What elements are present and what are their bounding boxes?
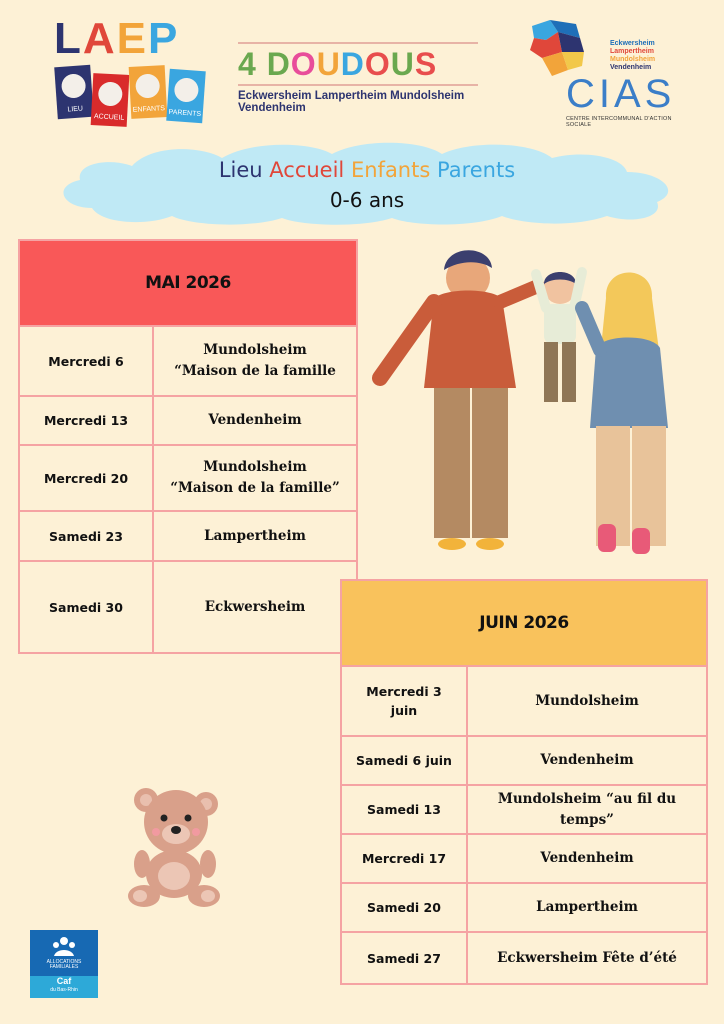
table-row	[342, 835, 706, 884]
cias-name: CIAS	[566, 72, 676, 116]
caf-org: ALLOCATIONS FAMILIALES	[30, 930, 98, 976]
table-row	[342, 884, 706, 933]
place-cell: Mundolsheim “Maison de la famille	[174, 342, 336, 379]
doudous-title: 4 DOUDOUS	[238, 46, 438, 82]
doudous-letter: O	[290, 46, 317, 82]
divider	[238, 84, 478, 86]
doudous-towns: Eckwersheim Lampertheim Mundolsheim Vendenheim	[238, 90, 465, 114]
table-row	[342, 667, 706, 737]
doudous-letter: U	[390, 46, 415, 82]
date-cell: Mercredi 13	[20, 397, 154, 444]
date-cell: Mercredi 6	[20, 327, 154, 395]
place-cell: Mundolsheim “au fil du temps”	[497, 790, 677, 828]
place-cell: Mundolsheim “Maison de la famille”	[170, 459, 340, 496]
doudous-letter: U	[316, 46, 341, 82]
rabbit-icon	[174, 77, 200, 103]
laep-tile-enfants: ENFANTS	[129, 65, 168, 119]
place-cell: Lampertheim	[536, 899, 638, 915]
age-range: 0-6 ans	[329, 188, 405, 212]
caf-name-band: Caf du Bas-Rhin	[30, 976, 98, 998]
month-header: JUIN 2026	[342, 581, 706, 667]
laep-letter: P	[148, 14, 180, 63]
bear-icon	[61, 73, 87, 99]
laep-letter: A	[82, 14, 117, 63]
place-cell: Eckwersheim Fête d’été	[497, 949, 677, 966]
laep-tile-parents: PARENTS	[166, 69, 206, 123]
page-title: Lieu Accueil Enfants Parents	[218, 158, 516, 182]
table-row	[342, 933, 706, 983]
month-header: MAI 2026	[20, 241, 356, 327]
laep-word	[54, 14, 179, 64]
date-cell: Samedi 20	[342, 884, 468, 931]
place-cell: Mundolsheim	[535, 692, 639, 709]
place-cell: Vendenheim	[540, 752, 634, 768]
place-cell: Eckwersheim	[204, 598, 306, 615]
cias-towns: Eckwersheim Lampertheim Mundolsheim Vendenheim	[610, 40, 656, 71]
laep-tile-accueil: ACCUEIL	[91, 73, 130, 127]
bear-icon	[135, 73, 160, 98]
laep-letter: L	[54, 14, 83, 63]
date-cell: Samedi 30	[20, 562, 154, 652]
place-cell: Vendenheim	[540, 850, 634, 866]
table-row	[342, 786, 706, 835]
family-illustration	[368, 238, 688, 568]
date-cell: Mercredi 17	[342, 835, 468, 882]
divider	[238, 42, 478, 44]
date-cell: Samedi 27	[342, 933, 468, 983]
bear-icon	[98, 81, 123, 106]
laep-logo	[50, 14, 210, 128]
place-cell: Lampertheim	[204, 527, 306, 544]
table-row	[20, 562, 356, 652]
doudous-letter: O	[364, 46, 391, 82]
table-row	[20, 446, 356, 512]
doudous-letter: S	[414, 46, 438, 82]
teddy-bear-icon	[118, 778, 228, 908]
title-cloud	[52, 136, 682, 226]
cias-subtitle: CENTRE INTERCOMMUNAL D'ACTION SOCIALE	[566, 116, 672, 128]
laep-tile-lieu: LIEU	[54, 65, 94, 119]
table-row	[20, 512, 356, 562]
doudous-letter: D	[266, 46, 291, 82]
schedule-rows	[342, 667, 706, 983]
cias-logo	[528, 18, 688, 128]
table-row	[20, 327, 356, 397]
doudous-logo	[238, 40, 478, 114]
date-cell: Samedi 6 juin	[342, 737, 468, 784]
schedule-juin	[340, 579, 708, 985]
date-cell: Mercredi 3 juin	[342, 667, 468, 735]
schedule-rows	[20, 327, 356, 652]
doudous-letter: D	[340, 46, 365, 82]
table-row	[20, 397, 356, 446]
schedule-mai	[18, 239, 358, 654]
family-icon	[52, 936, 76, 956]
caf-logo	[30, 930, 98, 998]
date-cell: Samedi 13	[342, 786, 468, 833]
date-cell: Samedi 23	[20, 512, 154, 560]
laep-letter: E	[116, 14, 149, 63]
date-cell: Mercredi 20	[20, 446, 154, 510]
table-row	[342, 737, 706, 786]
place-cell: Vendenheim	[208, 412, 302, 428]
